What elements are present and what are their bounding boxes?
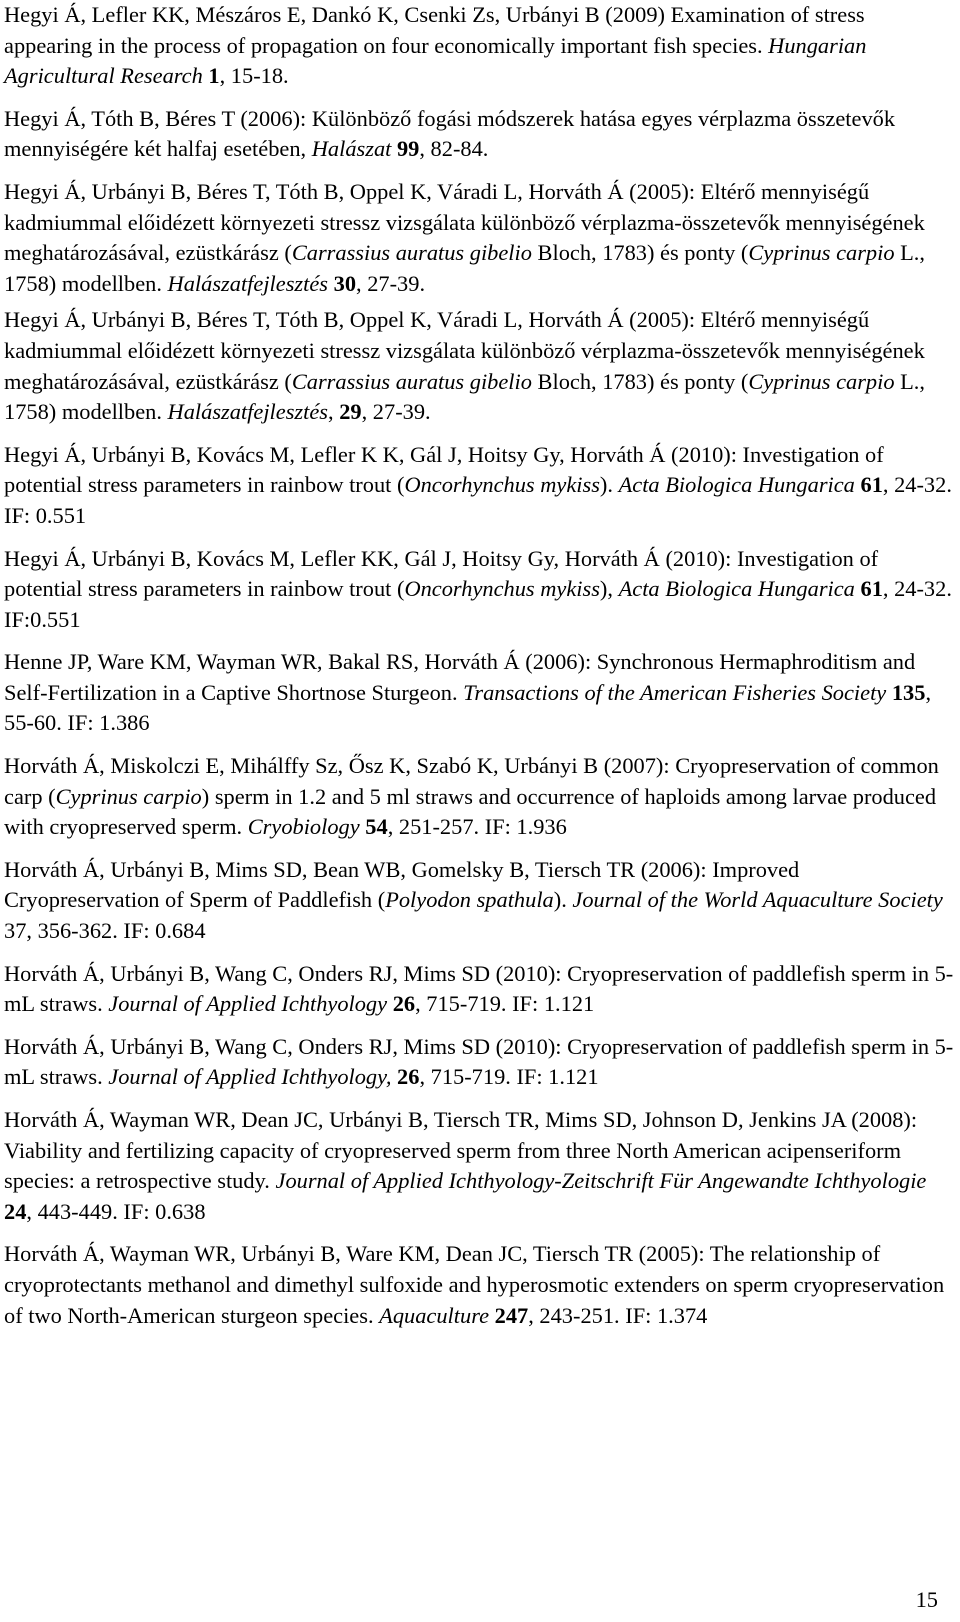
italic-text: Cyprinus carpio (748, 240, 895, 266)
reference-entry (4, 104, 956, 165)
italic-text: Journal of the World Aquaculture Society (572, 887, 943, 913)
reference-text: , 15-18. (219, 63, 289, 89)
reference-text: Horváth Á, Urbányi B, Mims SD, Bean WB, Gomelsky B, Tiersch TR (2006): Improved Cryopreservation of Sperm of Paddlefish ( (4, 856, 800, 913)
bold-text: 24 (4, 1198, 27, 1224)
reference-text: Horváth Á, Wayman WR, Urbányi B, Ware KM, Dean JC, Tiersch TR (2005): The relationship of cryoprotectants methanol and dimethyl sulfoxide and hyperosmotic extenders on sperm cryopreservation of two North-American sturgeon species. (4, 1241, 945, 1328)
italic-text: Polyodon spathula (385, 887, 554, 913)
reference-text: L., 1758) modellben. (4, 368, 926, 425)
reference-entry (4, 544, 956, 636)
reference-text: Hegyi Á, Urbányi B, Béres T, Tóth B, Oppel K, Váradi L, Horváth Á (2005): Eltérő mennyiségű kadmiummal előidézett környezeti stressz vizsgálata különböző vérplazma-összetevők mennyiségének meghatározásával, ezüstkárász ( (4, 178, 925, 266)
reference-text: Henne JP, Ware KM, Wayman WR, Bakal RS, Horváth Á (2006): Synchronous Hermaphroditism and Self-Fertilization in a Captive Shortnose Sturgeon. (4, 649, 916, 705)
reference-text: Hegyi Á, Lefler KK, Mészáros E, Dankó K, Csenki Zs, Urbányi B (2009) Examination of stress appearing in the process of propagation on four economically important fish species. (4, 2, 865, 58)
bold-text: 247 (494, 1302, 529, 1328)
reference-text: Bloch, 1783) és ponty ( (531, 240, 749, 266)
bold-text: 29 (339, 399, 362, 425)
bold-text: 99 (396, 136, 420, 162)
bold-text: 61 (860, 576, 883, 602)
reference-text: Horváth Á, Miskolczi E, Mihálffy Sz, Ősz K, Szabó K, Urbányi B (2007): Cryopreservation of common carp ( (4, 753, 939, 809)
reference-text: L., 1758) modellben. (4, 240, 926, 296)
reference-text: , 251-257. IF: 1.936 (387, 814, 567, 840)
reference-text: , 24-32. IF:0.551 (4, 576, 952, 632)
page-number: 15 (915, 1587, 938, 1612)
italic-text: Journal of Applied Ichthyology, (108, 1064, 392, 1090)
bold-text: 54 (365, 814, 388, 840)
reference-text: , 27-39. (356, 270, 426, 296)
reference-text: ). (553, 887, 573, 913)
italic-text: Cryobiology (247, 814, 360, 840)
italic-text: Carrassius auratus gibelio (291, 368, 532, 394)
italic-text: Journal of Applied Ichthyology (108, 991, 388, 1017)
italic-text: Acta Biologica Hungarica (618, 472, 855, 498)
italic-text: Carrassius auratus gibelio (291, 240, 532, 266)
reference-text: , 24-32. IF: 0.551 (4, 472, 952, 528)
reference-entry (4, 1239, 956, 1331)
reference-entry (4, 177, 956, 299)
italic-text: Oncorhynchus mykiss (404, 576, 600, 602)
italic-text: Oncorhynchus mykiss (404, 472, 600, 498)
reference-entry (4, 959, 956, 1020)
italic-text: Acta Biologica Hungarica (618, 576, 855, 602)
reference-entry (4, 440, 956, 532)
bold-text: 26 (392, 991, 416, 1017)
reference-text: , 27-39. (361, 399, 431, 425)
reference-text: , 715-719. IF: 1.121 (415, 991, 595, 1017)
reference-text: 37, 356-362. IF: 0.684 (4, 918, 206, 944)
reference-text: ). (599, 472, 619, 498)
bold-text: 1 (208, 63, 220, 89)
italic-text: Halászat (311, 136, 392, 162)
bold-text: 135 (891, 679, 926, 705)
reference-text: , 715-719. IF: 1.121 (419, 1064, 599, 1090)
reference-text: , 55-60. IF: 1.386 (4, 679, 932, 736)
reference-entry (4, 647, 956, 739)
reference-list (4, 0, 956, 1343)
italic-text: Halászatfejlesztés (167, 270, 329, 296)
reference-text: Hegyi Á, Urbányi B, Béres T, Tóth B, Oppel K, Váradi L, Horváth Á (2005): Eltérő mennyiségű kadmiummal előidézett környezeti stressz vizsgálata különböző vérplazma-összetevők mennyiségének meghatározásával, ezüstkárász ( (4, 307, 925, 394)
reference-text: Hegyi Á, Tóth B, Béres T (2006): Különböző fogási módszerek hatása egyes vérplazma összetevők mennyiségére két halfaj esetében, (4, 105, 896, 162)
reference-entry (4, 1032, 956, 1093)
reference-text: ) sperm in 1.2 and 5 ml straws and occurrence of haploids among larvae produced with cryopreserved sperm. (4, 783, 937, 840)
reference-text: , 243-251. IF: 1.374 (528, 1302, 708, 1328)
reference-entry (4, 305, 956, 427)
bold-text: 26 (397, 1064, 420, 1090)
italic-text: Cyprinus carpio (748, 368, 895, 394)
reference-text: , 443-449. IF: 0.638 (26, 1198, 206, 1224)
reference-text: Hegyi Á, Urbányi B, Kovács M, Lefler KK, Gál J, Hoitsy Gy, Horváth Á (2010): Investigation of potential stress parameters in rainbow trout ( (4, 545, 879, 602)
italic-text: Cyprinus carpio (55, 783, 202, 809)
reference-text: Horváth Á, Urbányi B, Wang C, Onders RJ, Mims SD (2010): Cryopreservation of paddlefish sperm in 5-mL straws. (4, 960, 954, 1017)
italic-text: Transactions of the American Fisheries Society (463, 679, 887, 705)
italic-text: Aquaculture (379, 1302, 490, 1328)
reference-text: Hegyi Á, Urbányi B, Kovács M, Lefler K K, Gál J, Hoitsy Gy, Horváth Á (2010): Investigation of potential stress parameters in rainbow trout ( (4, 441, 884, 498)
reference-text: Horváth Á, Urbányi B, Wang C, Onders RJ, Mims SD (2010): Cryopreservation of paddlefish sperm in 5-mL straws. (4, 1033, 954, 1090)
reference-entry (4, 751, 956, 843)
bold-text: 61 (860, 472, 883, 498)
reference-text: Horváth Á, Wayman WR, Dean JC, Urbányi B, Tiersch TR, Mims SD, Johnson D, Jenkins JA (2008): Viability and fertilizing capacity of cryopreserved sperm from three North American acipenseriform species: a retrospective study. (4, 1107, 918, 1194)
reference-text: ), (599, 576, 619, 602)
reference-entry (4, 855, 956, 947)
italic-text: Halászatfejlesztés (167, 399, 329, 425)
reference-text: , (328, 399, 340, 425)
reference-entry (4, 0, 956, 92)
reference-text: Bloch, 1783) és ponty ( (531, 368, 749, 394)
reference-entry (4, 1105, 956, 1227)
italic-text: Hungarian Agricultural Research (4, 32, 867, 89)
reference-text: , 82-84. (419, 136, 489, 162)
bold-text: 30 (333, 270, 357, 296)
italic-text: Journal of Applied Ichthyology-Zeitschrift Für Angewandte Ichthyologie (275, 1168, 927, 1194)
